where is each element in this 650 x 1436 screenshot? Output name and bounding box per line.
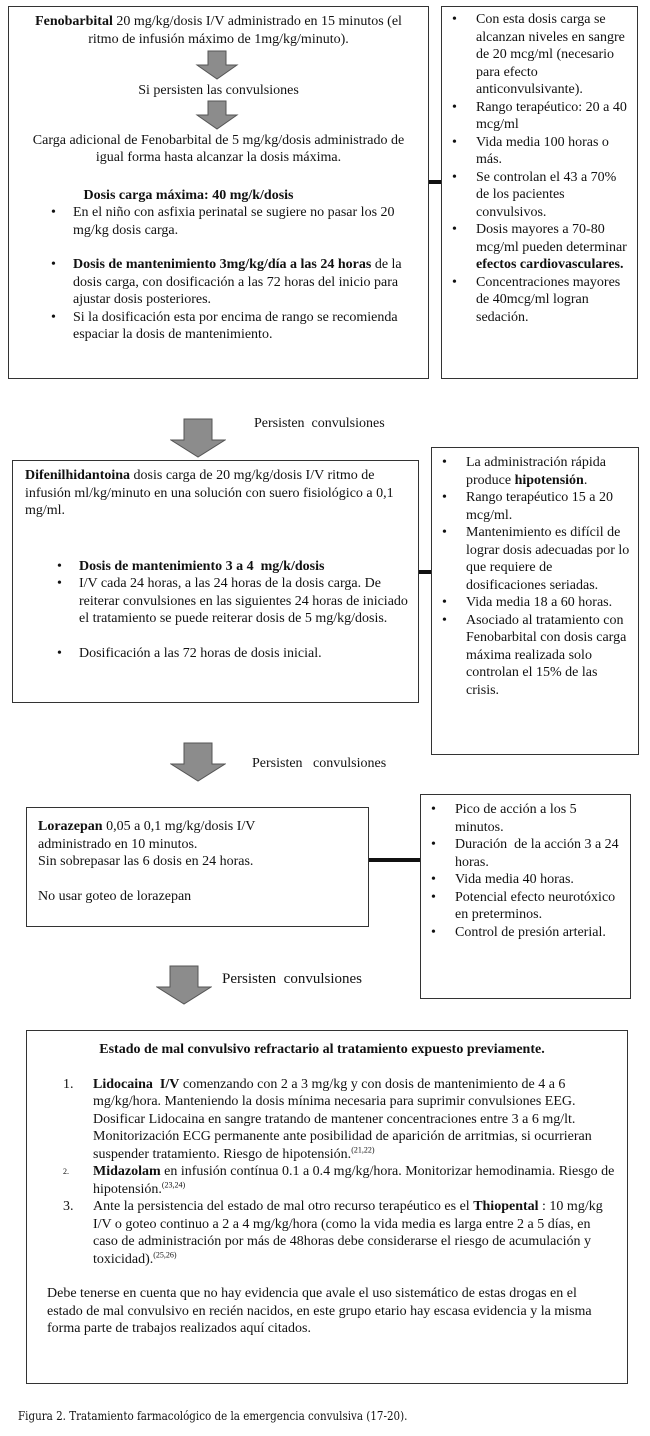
fenobarbital-drug-name: Fenobarbital (35, 14, 113, 29)
bullet-item: • Dosis de mantenimiento 3mg/kg/día a las 24 horas de la dosis carga, con dosificación a las 72 horas del inicio para ajustar dosis posteriores. (45, 256, 414, 309)
lorazepan-admin-time: administrado en 10 minutos. (38, 836, 198, 852)
list-item: 2. Midazolam en infusión contínua 0.1 a 0.4 mg/kg/hora. Monitorizar hemodinamia. Riesgo de hipotensión.$^{(23,24)}$ (63, 1164, 615, 1197)
note-item: • Rango terapéutico: 20 a 40 mcg/ml (442, 99, 629, 134)
additional-load-text: Carga adicional de Fenobarbital de 5 mg/kg/dosis administrado de igual forma hasta alcanzar la dosis máxima. (32, 132, 405, 165)
if-persist-label: Si persisten las convulsiones (138, 83, 299, 98)
arrow-down-icon (156, 965, 212, 1005)
lorazepan-dose: Lorazepan 0,05 a 0,1 mg/kg/dosis I/V (38, 819, 256, 834)
refractory-list (37, 1076, 617, 1269)
note-item: • Se controlan el 43 a 70% de los pacientes convulsivos. (442, 169, 629, 222)
difenilhidantoina-drug-name: Difenilhidantoina (25, 468, 131, 483)
lorazepan-notes-box (420, 794, 631, 999)
figure-caption: Figura 2. Tratamiento farmacológico de la emergencia convulsiva (17-20). (18, 1409, 408, 1423)
fenobarbital-dose: Fenobarbital 20 mg/kg/dosis I/V administrado en 15 minutos (el ritmo de infusión máximo de 1mg/kg/minuto). (35, 14, 402, 47)
refractory-box (26, 1030, 628, 1384)
difenilhidantoina-notes (432, 454, 632, 699)
note-item: • Potencial efecto neurotóxico en preterminos. (421, 889, 624, 924)
fenobarbital-notes-box (441, 6, 638, 379)
note-item: • Duración de la acción 3 a 24 horas. (421, 836, 624, 871)
persist-label-3: Persisten convulsiones (222, 971, 362, 987)
note-item: • Control de presión arterial. (421, 924, 624, 942)
persist-label-2: Persisten convulsiones (252, 756, 387, 771)
fenobarbital-bullets (23, 204, 414, 344)
list-item: 1. Lidocaina I/V comenzando con 2 a 3 mg/kg y con dosis de mantenimiento de 4 a 6 mg/kg/hora. Manteniendo la dosis mínima necesaria para suprimir convulsiones EEG. Dosificar Lidocaina en sangre tratando de mantener concentraciones entre 3 a 6 mg/lt. Monitorización ECG permanente ante posibilidad de aparición de arritmias, si ocurrieran suspender tratamiento. Riesgo de hipotensión.$^{(21,22)}$ (63, 1076, 592, 1162)
difenilhidantoina-notes-box (431, 447, 639, 755)
lorazepan-drug-name: Lorazepan (38, 819, 103, 834)
lorazepan-notes (421, 801, 624, 941)
connector-line (419, 570, 431, 574)
lorazepan-max-doses: Sin sobrepasar las 6 dosis en 24 horas. (38, 854, 254, 869)
fenobarbital-box (8, 6, 429, 379)
difenilhidantoina-dose: Difenilhidantoina dosis carga de 20 mg/kg/dosis I/V ritmo de infusión ml/kg/minuto en una solución con suero fisiológico a 0,1 mg/ml. (25, 468, 394, 518)
connector-line (429, 180, 441, 184)
bullet-item: • En el niño con asfixia perinatal se sugiere no pasar los 20 mg/kg dosis carga. (45, 204, 414, 239)
bullet-item: • I/V cada 24 horas, a las 24 horas de la dosis carga. De reiterar convulsiones en las siguientes 24 horas de iniciado el tratamiento se puede reiterar dosis de 5 mg/kg/dosis. (51, 575, 408, 628)
note-item: • La administración rápida produce hipotensión. (432, 454, 632, 489)
lorazepan-box (26, 807, 369, 927)
note-item: • Rango terapéutico 15 a 20 mcg/ml. (432, 489, 632, 524)
lorazepan-warning: No usar goteo de lorazepan (38, 888, 192, 904)
arrow-down-icon (195, 100, 239, 130)
bullet-item: • Dosis de mantenimiento 3 a 4 mg/k/dosis (51, 558, 408, 576)
list-item: 3. Ante la persistencia del estado de mal otro recurso terapéutico es el Thiopental : 10 mg/kg I/V o goteo continuo a 2 a 4 mg/kg/hora (como la vida media es larga entre 2 a 5 días, en caso de administración por más de 48horas debe considerarse el riesgo de acumulación y toxicidad).$^{(25,26)}$ (63, 1199, 603, 1267)
arrow-down-icon (170, 742, 226, 782)
note-item: • Asociado al tratamiento con Fenobarbital con dosis carga máxima realizada solo controlan el 15% de las crisis. (432, 612, 632, 700)
difenilhidantoina-bullets (25, 558, 408, 663)
bullet-item: • Si la dosificación esta por encima de rango se recomienda espaciar la dosis de mantenimiento. (45, 309, 414, 344)
arrow-down-icon (195, 50, 239, 80)
note-item: • Vida media 18 a 60 horas. (432, 594, 632, 612)
arrow-down-icon (170, 418, 226, 458)
note-item: • Con esta dosis carga se alcanzan niveles en sangre de 20 mcg/ml (necesario para efecto anticonvulsivante). (442, 11, 629, 99)
note-item: • Pico de acción a los 5 minutos. (421, 801, 624, 836)
note-item: • Concentraciones mayores de 40mcg/ml logran sedación. (442, 274, 629, 327)
note-item: • Vida media 40 horas. (421, 871, 624, 889)
bullet-item: • Dosificación a las 72 horas de dosis inicial. (51, 645, 408, 663)
refractory-title: Estado de mal convulsivo refractario al tratamiento expuesto previamente. (99, 1042, 545, 1057)
persist-label-1: Persisten convulsiones (254, 416, 385, 431)
difenilhidantoina-box (12, 460, 419, 703)
connector-line (369, 858, 420, 862)
note-item: • Mantenimiento es difícil de lograr dosis adecuadas por lo que requiere de dosificaciones seriadas. (432, 524, 632, 594)
refractory-footer: Debe tenerse en cuenta que no hay evidencia que avale el uso sistemático de estas drogas en el estado de mal convulsivo en recién nacidos, en este grupo etario hay escasa evidencia y la misma forma parte de trabajos realizados aquí citados. (47, 1286, 592, 1336)
fenobarbital-notes (442, 11, 629, 326)
max-dose-title: Dosis carga máxima: 40 mg/k/dosis (83, 187, 294, 203)
note-item: • Dosis mayores a 70-80 mcg/ml pueden determinar efectos cardiovasculares. (442, 221, 629, 274)
note-item: • Vida media 100 horas o más. (442, 134, 629, 169)
